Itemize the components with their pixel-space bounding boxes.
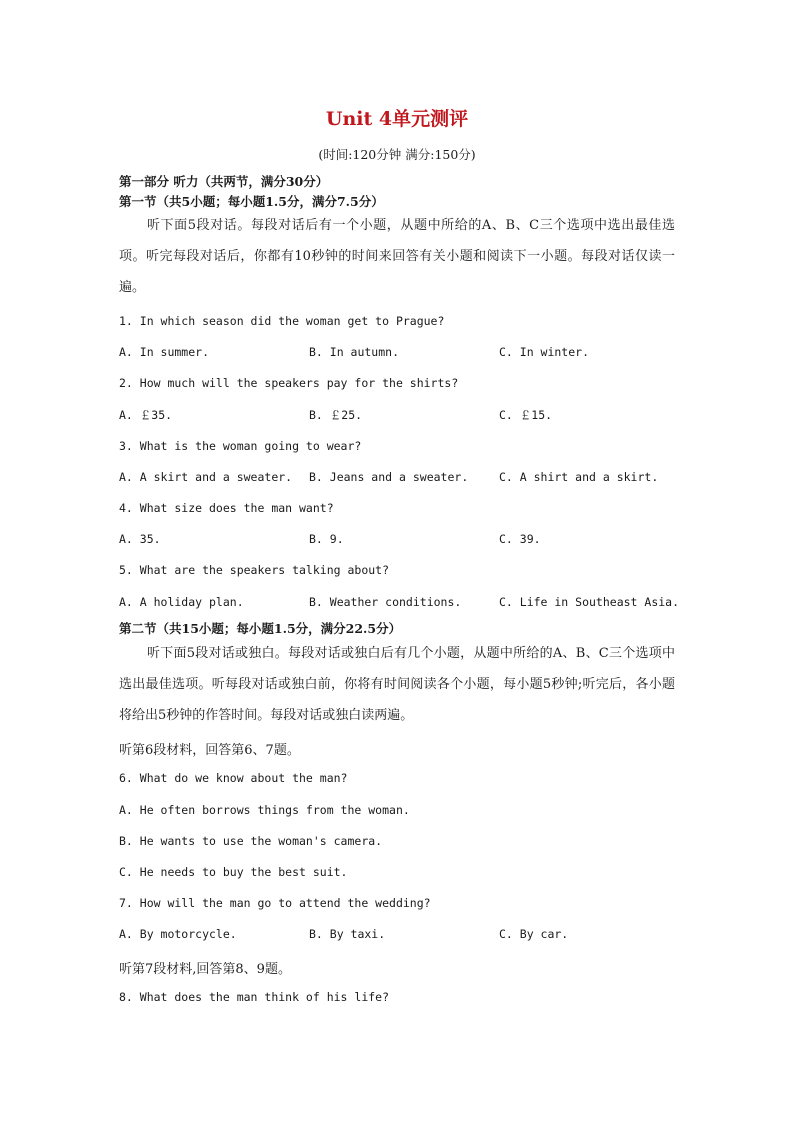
question-stem: 1. In which season did the woman get to Prague? (119, 314, 445, 328)
option-c: C. ￡15. (499, 408, 553, 422)
option-a: A. 35. (119, 532, 161, 546)
exam-time-score: (时间:120分钟 满分:150分) (318, 147, 476, 162)
section1-instructions: 听下面5段对话。每段对话后有一个小题，从题中所给的A、B、C三个选项中选出最佳选项。听完每段对话后，你都有10秒钟的时间来回答有关小题和阅读下一小题。每段对话仅读一遍。 (119, 218, 675, 295)
option-a: A. He often borrows things from the woman. (119, 803, 410, 817)
material-6-note: 听第6段材料，回答第6、7题。 (119, 743, 300, 758)
material-7-note: 听第7段材料,回答第8、9题。 (119, 962, 291, 977)
option-b: B. By taxi. (309, 927, 386, 941)
part1-heading: 第一部分 听力（共两节，满分30分） (119, 174, 329, 189)
page-title: Unit 4单元测评 (325, 108, 469, 130)
option-c: C. He needs to buy the best suit. (119, 865, 348, 879)
question-stem: 4. What size does the man want? (119, 501, 334, 515)
option-c: C. In winter. (499, 345, 590, 359)
question-stem: 8. What does the man think of his life? (119, 990, 390, 1004)
question-stem: 7. How will the man go to attend the wedding? (119, 896, 431, 910)
option-b: B. In autumn. (309, 345, 400, 359)
option-a: A. A holiday plan. (119, 595, 244, 609)
option-c: C. 39. (499, 532, 541, 546)
option-c: C. By car. (499, 927, 569, 941)
option-b: B. He wants to use the woman's camera. (119, 834, 383, 848)
option-b: B. Jeans and a sweater. (309, 470, 469, 484)
option-b: B. ￡25. (309, 408, 363, 422)
option-a: A. In summer. (119, 345, 210, 359)
option-a: A. ￡35. (119, 408, 173, 422)
section2-instructions: 听下面5段对话或独白。每段对话或独白后有几个小题，从题中所给的A、B、C三个选项中选出最佳选项。听每段对话或独白前，你将有时间阅读各个小题，每小题5秒钟;听完后，各小题将给出5秒钟的作答时间。每段对话或独白读两遍。 (119, 646, 675, 723)
option-c: C. Life in Southeast Asia. (499, 595, 680, 609)
question-stem: 3. What is the woman going to wear? (119, 439, 362, 453)
option-b: B. 9. (309, 532, 344, 546)
section2-heading: 第二节（共15小题；每小题1.5分，满分22.5分） (119, 621, 402, 636)
option-a: A. By motorcycle. (119, 927, 237, 941)
option-b: B. Weather conditions. (309, 595, 462, 609)
option-a: A. A skirt and a sweater. (119, 470, 293, 484)
question-stem: 6. What do we know about the man? (119, 771, 348, 785)
option-c: C. A shirt and a skirt. (499, 470, 659, 484)
section1-heading: 第一节（共5小题；每小题1.5分，满分7.5分） (119, 194, 384, 209)
question-stem: 5. What are the speakers talking about? (119, 563, 390, 577)
question-stem: 2. How much will the speakers pay for the shirts? (119, 376, 459, 390)
